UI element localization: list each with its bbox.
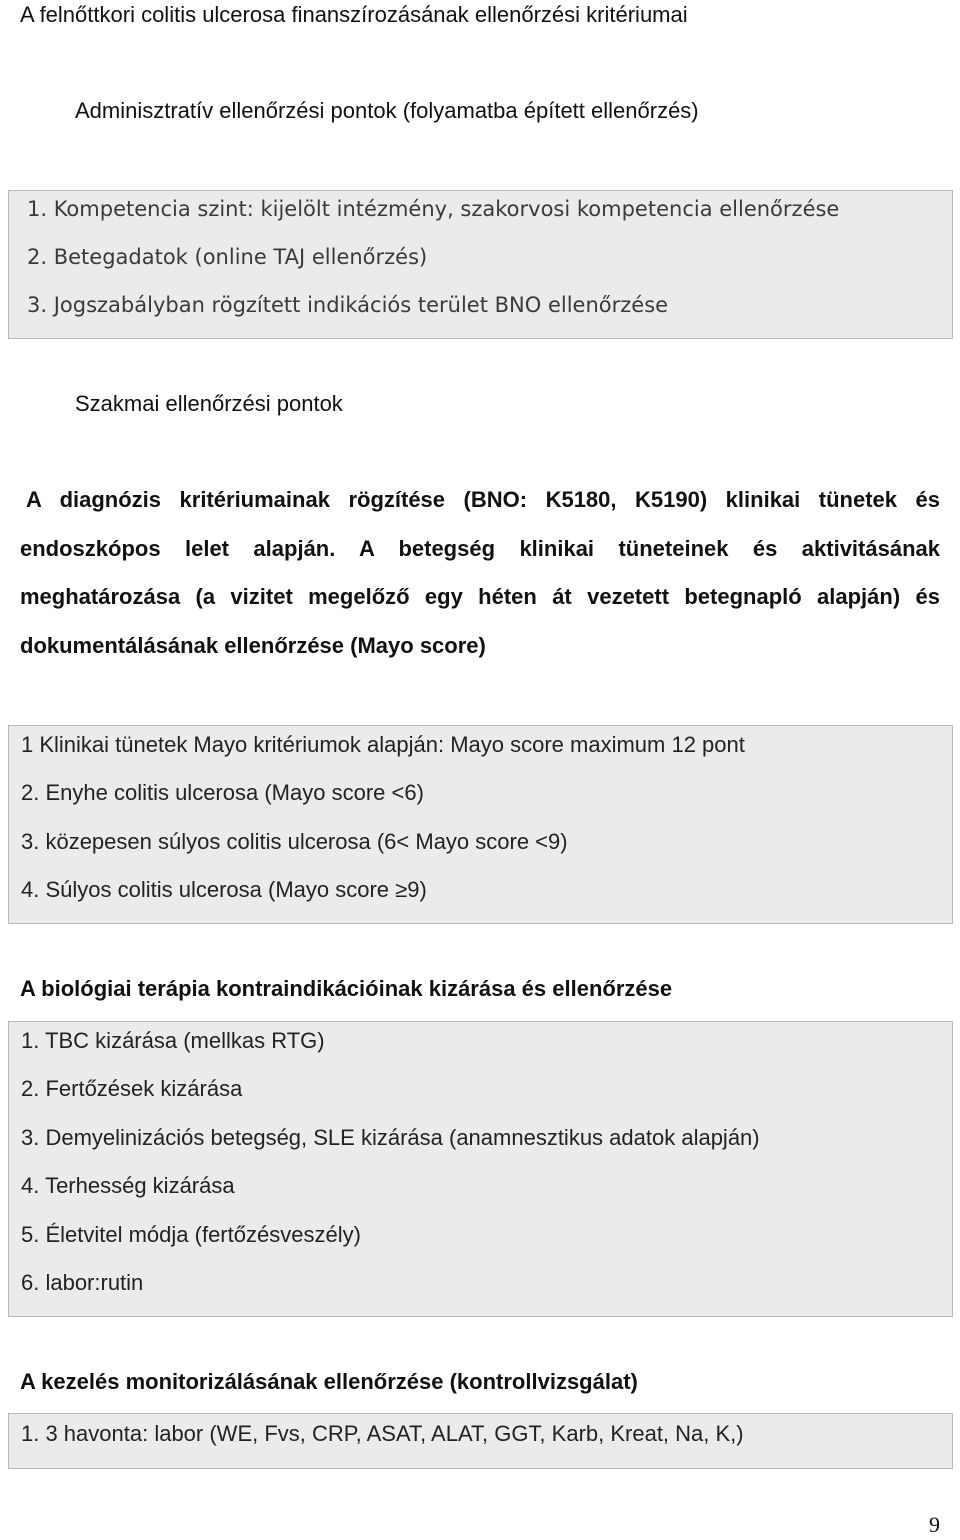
mayo-item-2: 2. Enyhe colitis ulcerosa (Mayo score <6) [21,780,424,805]
paragraph-line-1: A diagnózis kritériumainak rögzítése (BNO: K5180, K5190) klinikai tünetek és [26,487,940,512]
admin-checkpoints-box [8,190,953,339]
mayo-item-4: 4. Súlyos colitis ulcerosa (Mayo score ≥9) [21,877,427,902]
paragraph-line-2: endoszkópos lelet alapján. A betegség klinikai tüneteinek és aktivitásának [20,535,940,561]
mayo-score-box [8,725,953,924]
bio-item-5: 5. Életvitel módja (fertőzésveszély) [21,1222,361,1247]
monitoring-box [8,1413,953,1469]
admin-item-1: 1. Kompetencia szint: kijelölt intézmény, szakorvosi kompetencia ellenőrzése [27,197,840,221]
bio-item-4: 4. Terhesség kizárása [21,1173,235,1198]
bio-item-2: 2. Fertőzések kizárása [21,1076,243,1101]
bio-item-6: 6. labor:rutin [21,1270,144,1295]
bio-item-1: 1. TBC kizárása (mellkas RTG) [21,1028,325,1053]
professional-heading: Szakmai ellenőrzési pontok [75,391,343,416]
monitoring-heading: A kezelés monitorizálásának ellenőrzése (kontrollvizsgálat) [20,1369,638,1394]
page-number: 9 [929,1512,940,1537]
admin-heading: Adminisztratív ellenőrzési pontok (folyamatba épített ellenőrzés) [75,98,699,123]
mayo-item-3: 3. közepesen súlyos colitis ulcerosa (6< Mayo score <9) [21,829,568,854]
diagnosis-paragraph [20,476,940,670]
contraindications-box [8,1021,953,1317]
admin-item-3: 3. Jogszabályban rögzített indikációs terület BNO ellenőrzése [27,293,669,317]
monitor-item-1: 1. 3 havonta: labor (WE, Fvs, CRP, ASAT, ALAT, GGT, Karb, Kreat, Na, K,) [21,1421,744,1446]
biologic-therapy-heading: A biológiai terápia kontraindikációinak kizárása és ellenőrzése [20,976,673,1001]
paragraph-line-4: dokumentálásának ellenőrzése (Mayo score) [20,632,486,658]
document-title: A felnőttkori colitis ulcerosa finanszírozásának ellenőrzési kritériumai [20,2,688,27]
paragraph-line-3: meghatározása (a vizitet megelőző egy héten át vezetett betegnapló alapján) és [20,584,940,609]
bio-item-3: 3. Demyelinizációs betegség, SLE kizárása (anamnesztikus adatok alapján) [21,1125,760,1150]
admin-item-2: 2. Betegadatok (online TAJ ellenőrzés) [27,245,428,269]
mayo-item-1: 1 Klinikai tünetek Mayo kritériumok alapján: Mayo score maximum 12 pont [21,732,745,757]
